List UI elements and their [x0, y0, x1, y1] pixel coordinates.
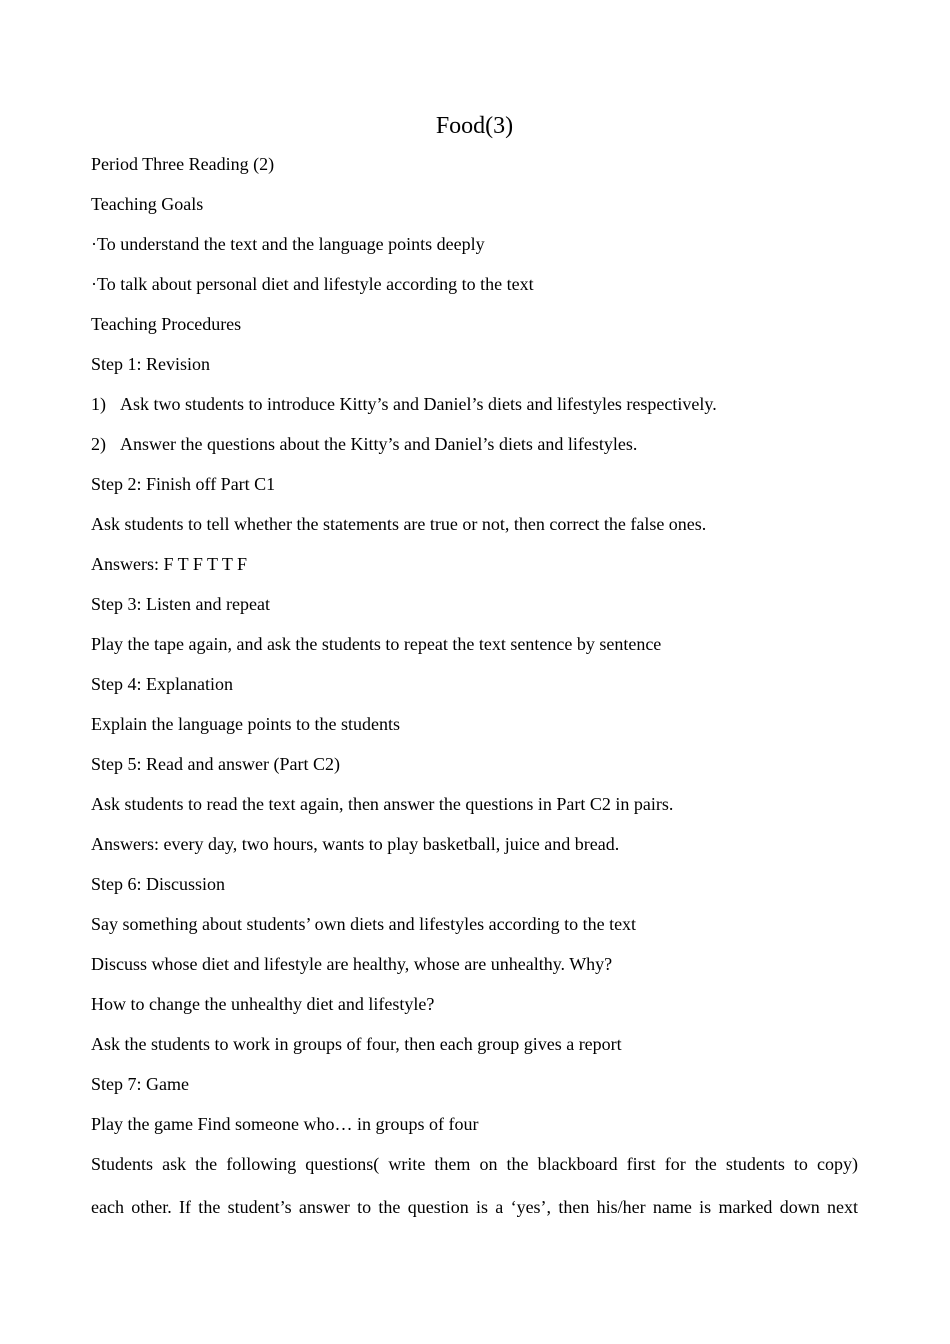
list-item-text: Ask two students to introduce Kitty’s and Daniel’s diets and lifestyles respectively.: [120, 394, 717, 414]
document-title: Food(3): [435, 113, 514, 139]
step7-line: Play the game Find someone who… in groups of four: [91, 1114, 479, 1134]
step4-body: Explain the language points to the students: [91, 714, 400, 734]
step1-item: [91, 433, 637, 455]
step5-body: Ask students to read the text again, then answer the questions in Part C2 in pairs.: [91, 794, 674, 814]
procedures-heading: Teaching Procedures: [91, 314, 242, 334]
step6-line: Say something about students’ own diets and lifestyles according to the text: [91, 914, 637, 934]
list-number: 1): [91, 394, 106, 414]
step6-line: Discuss whose diet and lifestyle are healthy, whose are unhealthy. Why?: [91, 954, 613, 974]
step3-heading: Step 3: Listen and repeat: [91, 594, 270, 614]
step1-heading: Step 1: Revision: [91, 354, 211, 374]
step6-line: Ask the students to work in groups of four, then each group gives a report: [91, 1034, 622, 1054]
list-number: 2): [91, 434, 106, 454]
step1-item: [91, 393, 717, 415]
list-item-text: Answer the questions about the Kitty’s and Daniel’s diets and lifestyles.: [120, 434, 638, 454]
goal-item: ·To understand the text and the language points deeply: [91, 234, 485, 254]
step7-line: Students ask the following questions( write them on the blackboard first for the students to copy): [91, 1154, 858, 1174]
step4-heading: Step 4: Explanation: [91, 674, 233, 694]
step2-heading: Step 2: Finish off Part C1: [91, 474, 276, 494]
period-line: Period Three Reading (2): [91, 154, 275, 174]
step5-heading: Step 5: Read and answer (Part C2): [91, 754, 340, 774]
step2-answers: Answers: F T F T T F: [91, 554, 248, 574]
step2-body: Ask students to tell whether the statements are true or not, then correct the false ones.: [91, 514, 707, 534]
goals-heading: Teaching Goals: [91, 194, 204, 214]
step3-body: Play the tape again, and ask the students to repeat the text sentence by sentence: [91, 634, 662, 654]
step6-heading: Step 6: Discussion: [91, 874, 226, 894]
goal-item: ·To talk about personal diet and lifestyle according to the text: [91, 274, 534, 294]
step7-heading: Step 7: Game: [91, 1074, 189, 1094]
step5-answers: Answers: every day, two hours, wants to play basketball, juice and bread.: [91, 834, 620, 854]
step6-line: How to change the unhealthy diet and lifestyle?: [91, 994, 435, 1014]
step7-line: each other. If the student’s answer to the question is a ‘yes’, then his/her name is marked down next: [91, 1197, 858, 1217]
